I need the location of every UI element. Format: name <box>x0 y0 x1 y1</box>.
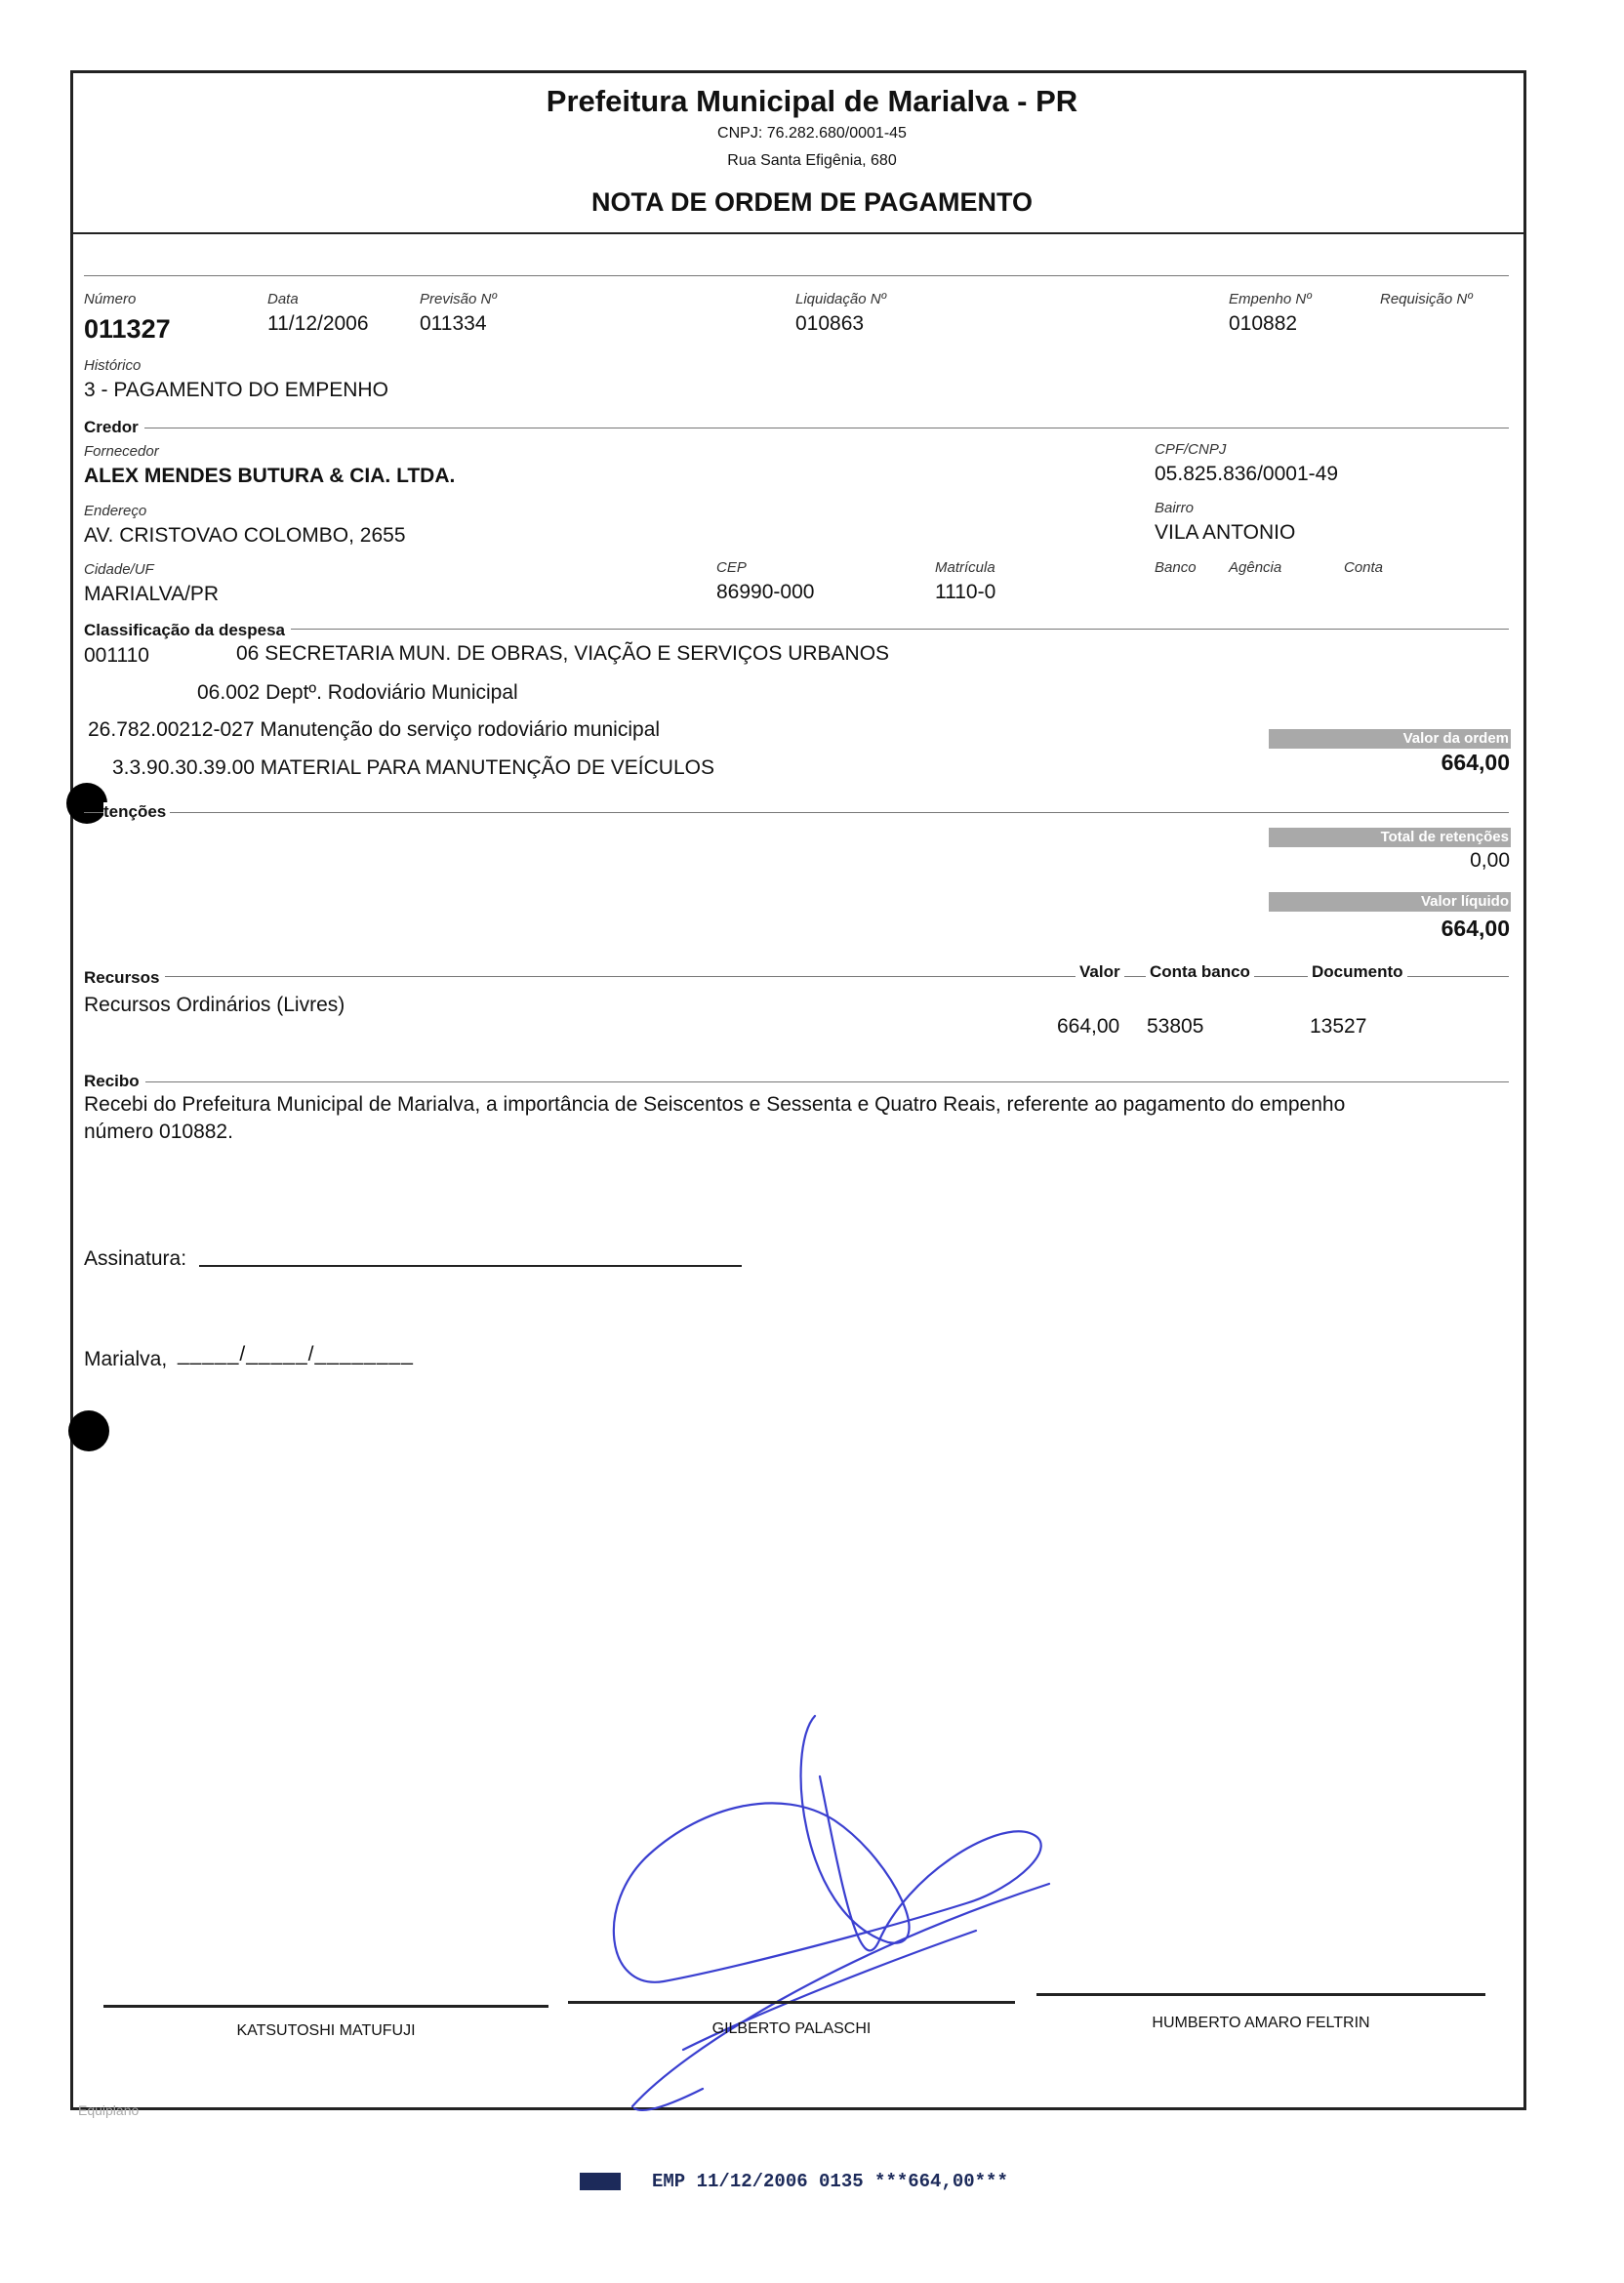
fornecedor-label: Fornecedor <box>84 443 159 460</box>
retencoes-section: tenções <box>103 802 170 822</box>
classificacao-section: Classificação da despesa <box>84 621 291 640</box>
valor-liquido-value: 664,00 <box>1441 916 1510 941</box>
matricula-label: Matrícula <box>935 559 995 576</box>
header-title: Prefeitura Municipal de Marialva - PR <box>546 84 1078 118</box>
bairro-label: Bairro <box>1155 500 1195 516</box>
data-value: 11/12/2006 <box>267 312 369 335</box>
equiplano-mark: Equiplano <box>78 2102 140 2118</box>
endereco-value: AV. CRISTOVAO COLOMBO, 2655 <box>84 524 406 547</box>
banco-label: Banco <box>1155 559 1197 576</box>
footer-stamp: EMP 11/12/2006 0135 ***664,00*** <box>652 2171 1008 2192</box>
classificacao-line3: 26.782.00212-027 Manutenção do serviço rodoviário municipal <box>88 718 661 741</box>
signatory-2: GILBERTO PALASCHI <box>711 2020 872 2037</box>
stamp-logo-icon <box>580 2173 621 2190</box>
recibo-section: Recibo <box>84 1072 145 1091</box>
classificacao-code: 001110 <box>84 644 149 667</box>
recursos-documento: 13527 <box>1310 1015 1367 1038</box>
conta-label: Conta <box>1344 559 1384 576</box>
bairro-value: VILA ANTONIO <box>1155 521 1296 544</box>
requisicao-label: Requisição Nº <box>1380 291 1473 307</box>
recursos-col-conta: Conta banco <box>1146 962 1254 982</box>
signature-line-2 <box>568 2001 1015 2004</box>
header-address: Rua Santa Efigênia, 680 <box>727 152 897 169</box>
cpf-label: CPF/CNPJ <box>1155 441 1227 458</box>
header-cnpj: CNPJ: 76.282.680/0001-45 <box>717 125 907 142</box>
recursos-col-documento: Documento <box>1308 962 1407 982</box>
signatory-3: HUMBERTO AMARO FELTRIN <box>1152 2015 1370 2031</box>
cpf-value: 05.825.836/0001-49 <box>1155 463 1339 485</box>
empenho-value: 010882 <box>1229 312 1298 335</box>
cidade-value: MARIALVA/PR <box>84 583 220 605</box>
cep-value: 86990-000 <box>716 581 815 603</box>
classificacao-line4: 3.3.90.30.39.00 MATERIAL PARA MANUTENÇÃO DE VEÍCULOS <box>112 756 714 779</box>
historico-value: 3 - PAGAMENTO DO EMPENHO <box>84 379 388 401</box>
agencia-label: Agência <box>1229 559 1282 576</box>
signature-line-3 <box>1036 1993 1485 1996</box>
total-retencoes-value: 0,00 <box>1470 849 1510 872</box>
cep-label: CEP <box>716 559 747 576</box>
credor-section: Credor <box>84 418 144 437</box>
document-title: NOTA DE ORDEM DE PAGAMENTO <box>590 187 1033 217</box>
classificacao-line1: 06 SECRETARIA MUN. DE OBRAS, VIAÇÃO E SERVIÇOS URBANOS <box>236 642 890 665</box>
total-retencoes-label: Total de retenções <box>1269 828 1511 847</box>
recibo-text-line1: Recebi do Prefeitura Municipal de Marialva, a importância de Seiscentos e Sessenta e Quatro Reais, referente ao pagamento do empenho <box>84 1093 1346 1116</box>
local-label: Marialva, <box>84 1348 168 1370</box>
recibo-text-line2: número 010882. <box>84 1121 233 1143</box>
recursos-valor: 664,00 <box>1057 1015 1120 1038</box>
assinatura-label: Assinatura: <box>84 1247 187 1270</box>
endereco-label: Endereço <box>84 503 147 519</box>
signature-line-1 <box>103 2005 548 2008</box>
matricula-value: 1110-0 <box>935 581 996 603</box>
data-label: Data <box>267 291 299 307</box>
numero-value: 011327 <box>84 314 171 344</box>
empenho-label: Empenho Nº <box>1229 291 1312 307</box>
valor-liquido-label: Valor líquido <box>1269 892 1511 912</box>
recursos-name: Recursos Ordinários (Livres) <box>84 994 345 1016</box>
valor-ordem-value: 664,00 <box>1441 750 1510 775</box>
liquidacao-value: 010863 <box>795 312 865 335</box>
liquidacao-label: Liquidação Nº <box>795 291 887 307</box>
recursos-section: Recursos <box>84 968 165 988</box>
recursos-conta: 53805 <box>1147 1015 1204 1038</box>
numero-label: Número <box>84 291 137 307</box>
historico-label: Histórico <box>84 357 142 374</box>
recursos-col-valor: Valor <box>1076 962 1124 982</box>
fornecedor-value: ALEX MENDES BUTURA & CIA. LTDA. <box>84 465 456 487</box>
previsao-label: Previsão Nº <box>420 291 497 307</box>
signatory-1: KATSUTOSHI MATUFUJI <box>236 2022 416 2039</box>
classificacao-line2: 06.002 Deptº. Rodoviário Municipal <box>197 681 518 704</box>
date-blanks: _____/_____/________ <box>178 1343 414 1366</box>
valor-ordem-label: Valor da ordem <box>1269 729 1511 749</box>
previsao-value: 011334 <box>420 312 487 335</box>
cidade-label: Cidade/UF <box>84 561 154 578</box>
